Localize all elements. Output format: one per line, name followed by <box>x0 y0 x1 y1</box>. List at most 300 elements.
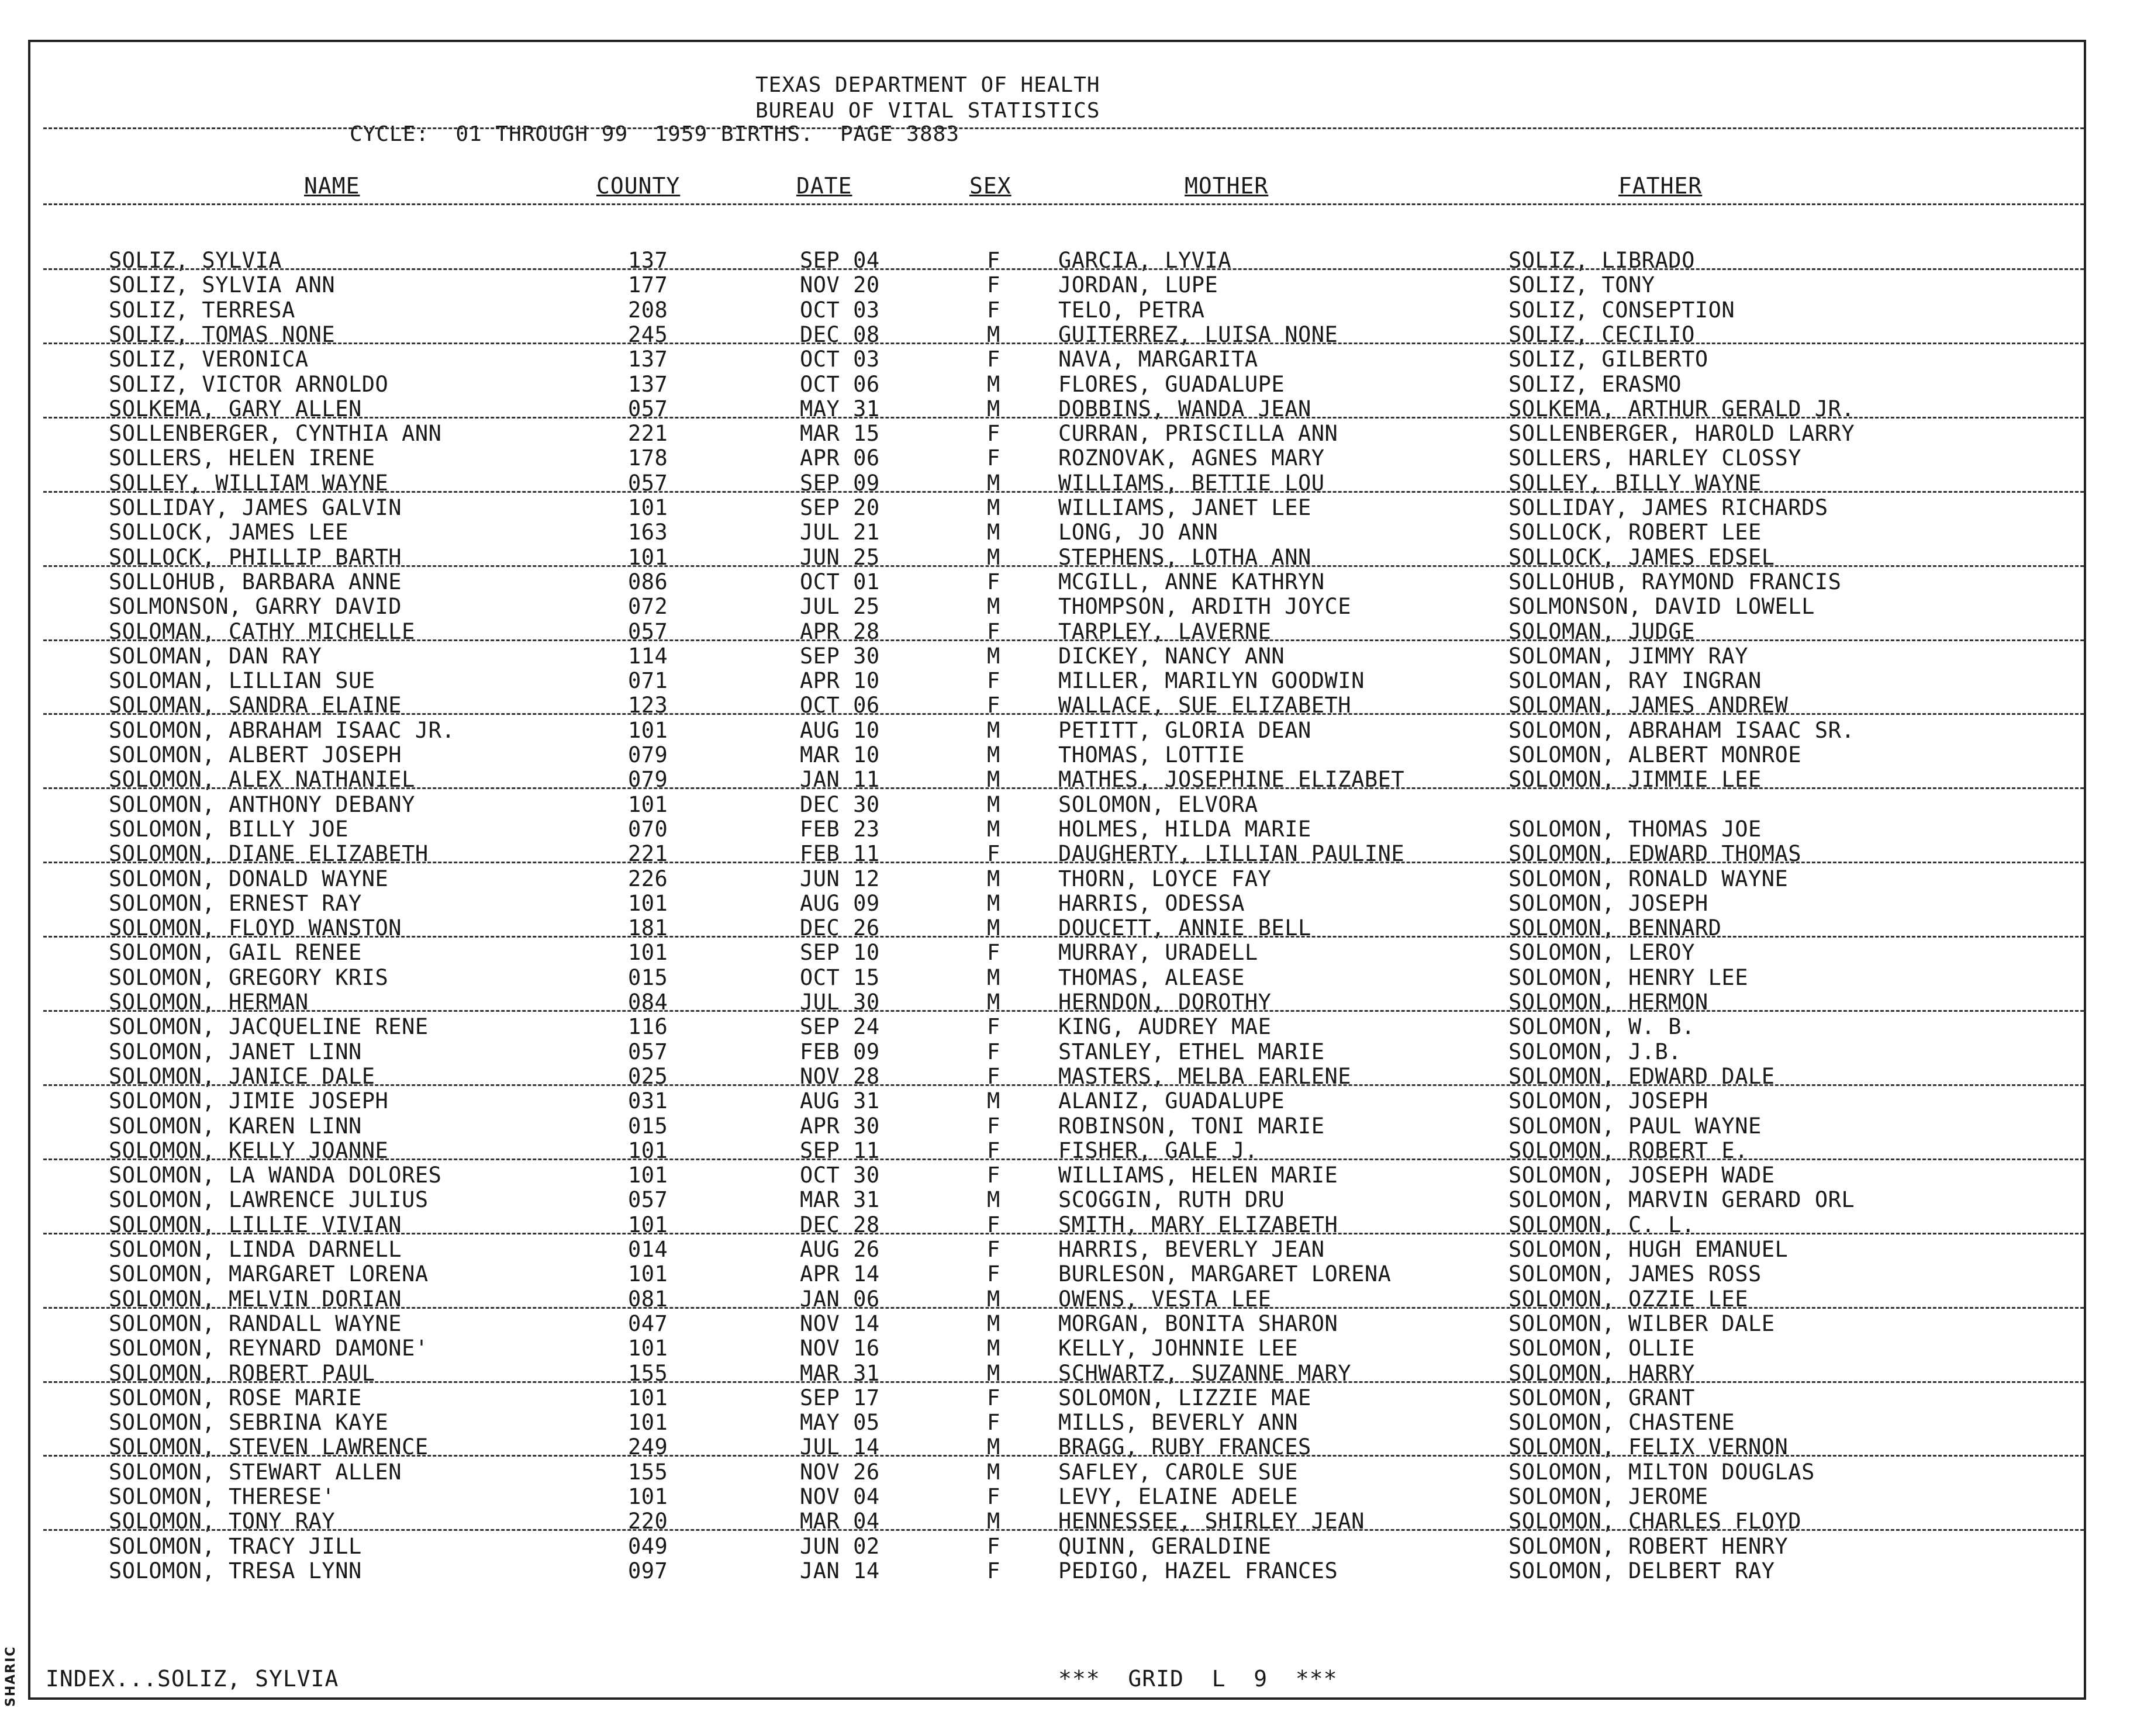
record-date: JUN 12 <box>800 866 880 891</box>
record-date: JUL 14 <box>800 1434 880 1460</box>
record-father: SOLOMON, CHARLES FLOYD <box>1508 1509 1802 1534</box>
record-county: 101 <box>628 495 668 520</box>
cycle-line: CYCLE: 01 THROUGH 99 1959 BIRTHS. PAGE 3883 <box>350 122 959 146</box>
record-county: 057 <box>628 470 668 496</box>
record-name: SOLOMON, GREGORY KRIS <box>109 964 389 990</box>
record-name: SOLOMON, KELLY JOANNE <box>109 1137 389 1163</box>
list-item <box>0 248 2137 273</box>
record-date: DEC 30 <box>800 791 880 817</box>
list-item <box>0 421 2137 446</box>
record-name: SOLOMON, SEBRINA KAYE <box>109 1410 389 1436</box>
list-item <box>0 347 2137 372</box>
record-sex: F <box>987 1113 1000 1139</box>
list-item <box>0 644 2137 669</box>
record-name: SOLOMON, LA WANDA DOLORES <box>109 1163 442 1188</box>
record-name: SOLOMAN, SANDRA ELAINE <box>109 693 402 718</box>
record-sex: F <box>987 618 1000 644</box>
record-father: SOLOMON, WILBER DALE <box>1508 1310 1775 1336</box>
record-mother: DOUCETT, ANNIE BELL <box>1058 915 1311 941</box>
record-name: SOLOMON, JANICE DALE <box>109 1063 375 1089</box>
record-name: SOLLOCK, JAMES LEE <box>109 520 348 545</box>
record-mother: FISHER, GALE J. <box>1058 1137 1258 1163</box>
record-sex: M <box>987 1509 1000 1534</box>
record-name: SOLOMON, MARGARET LORENA <box>109 1261 429 1287</box>
record-date: JUN 02 <box>800 1533 880 1559</box>
record-name: SOLOMON, KAREN LINN <box>109 1113 362 1139</box>
record-county: 101 <box>628 1385 668 1410</box>
record-name: SOLOMON, STEVEN LAWRENCE <box>109 1434 429 1460</box>
list-item <box>0 620 2137 644</box>
record-mother: HARRIS, ODESSA <box>1058 890 1245 916</box>
record-county: 031 <box>628 1088 668 1114</box>
record-mother: HENNESSEE, SHIRLEY JEAN <box>1058 1509 1365 1534</box>
record-date: SEP 17 <box>800 1385 880 1410</box>
record-county: 057 <box>628 1187 668 1213</box>
record-name: SOLOMON, TONY RAY <box>109 1509 336 1534</box>
record-date: MAY 05 <box>800 1410 880 1436</box>
record-sex: F <box>987 1237 1000 1262</box>
list-item <box>0 990 2137 1015</box>
list-item <box>0 1089 2137 1113</box>
record-date: SEP 20 <box>800 495 880 520</box>
record-date: JAN 11 <box>800 767 880 793</box>
record-sex: M <box>987 1434 1000 1460</box>
record-father: SOLOMON, ROBERT E. <box>1508 1137 1748 1163</box>
record-mother: SAFLEY, CAROLE SUE <box>1058 1459 1298 1485</box>
record-mother: HARRIS, BEVERLY JEAN <box>1058 1237 1325 1262</box>
record-father: SOLOMON, JIMMIE LEE <box>1508 767 1762 793</box>
record-sex: M <box>987 594 1000 620</box>
record-date: MAR 10 <box>800 742 880 767</box>
record-mother: THOMPSON, ARDITH JOYCE <box>1058 594 1352 620</box>
record-date: NOV 26 <box>800 1459 880 1485</box>
list-item <box>0 1064 2137 1089</box>
record-father: SOLLERS, HARLEY CLOSSY <box>1508 445 1802 471</box>
record-sex: M <box>987 1088 1000 1114</box>
record-father: SOLLOHUB, RAYMOND FRANCIS <box>1508 569 1842 594</box>
column-header-date: DATE <box>796 173 852 199</box>
record-mother: WALLACE, SUE ELIZABETH <box>1058 693 1352 718</box>
record-sex: M <box>987 470 1000 496</box>
record-county: 079 <box>628 742 668 767</box>
list-item <box>0 793 2137 817</box>
record-mother: FLORES, GUADALUPE <box>1058 371 1285 397</box>
record-county: 081 <box>628 1286 668 1312</box>
record-father: SOLLIDAY, JAMES RICHARDS <box>1508 495 1828 520</box>
record-name: SOLOMON, LAWRENCE JULIUS <box>109 1187 429 1213</box>
list-item <box>0 1460 2137 1485</box>
record-date: SEP 24 <box>800 1014 880 1040</box>
record-name: SOLOMON, LINDA DARNELL <box>109 1237 402 1262</box>
record-name: SOLOMON, ALBERT JOSEPH <box>109 742 402 767</box>
record-date: JUL 21 <box>800 520 880 545</box>
department-title: TEXAS DEPARTMENT OF HEALTH <box>755 73 1100 97</box>
record-date: APR 30 <box>800 1113 880 1139</box>
record-name: SOLLEY, WILLIAM WAYNE <box>109 470 389 496</box>
list-item <box>0 842 2137 866</box>
record-date: SEP 04 <box>800 248 880 273</box>
record-county: 123 <box>628 693 668 718</box>
record-county: 101 <box>628 1261 668 1287</box>
record-father: SOLOMON, ROBERT HENRY <box>1508 1533 1789 1559</box>
record-sex: F <box>987 1410 1000 1436</box>
list-item <box>0 273 2137 298</box>
record-county: 057 <box>628 618 668 644</box>
record-father: SOLOMON, JEROME <box>1508 1484 1708 1509</box>
record-sex: F <box>987 1385 1000 1410</box>
record-county: 178 <box>628 445 668 471</box>
list-item <box>0 1509 2137 1534</box>
record-sex: F <box>987 272 1000 298</box>
list-item <box>0 891 2137 916</box>
record-father: SOLOMON, HARRY <box>1508 1360 1695 1386</box>
list-item <box>0 1410 2137 1435</box>
record-name: SOLLIDAY, JAMES GALVIN <box>109 495 402 520</box>
record-father: SOLOMAN, JIMMY RAY <box>1508 643 1748 669</box>
record-date: AUG 10 <box>800 717 880 743</box>
record-name: SOLOMON, JACQUELINE RENE <box>109 1014 429 1040</box>
record-county: 101 <box>628 1484 668 1509</box>
record-date: SEP 30 <box>800 643 880 669</box>
list-item <box>0 1435 2137 1460</box>
record-mother: SOLOMON, LIZZIE MAE <box>1058 1385 1311 1410</box>
record-name: SOLOMON, ANTHONY DEBANY <box>109 791 415 817</box>
record-date: OCT 30 <box>800 1163 880 1188</box>
record-date: OCT 01 <box>800 569 880 594</box>
record-mother: HERNDON, DOROTHY <box>1058 990 1272 1015</box>
record-father: SOLOMON, JOSEPH <box>1508 890 1708 916</box>
record-sex: F <box>987 1484 1000 1509</box>
record-mother: MILLS, BEVERLY ANN <box>1058 1410 1298 1436</box>
record-sex: M <box>987 643 1000 669</box>
record-mother: LONG, JO ANN <box>1058 520 1218 545</box>
record-date: NOV 04 <box>800 1484 880 1509</box>
record-date: NOV 28 <box>800 1063 880 1089</box>
record-father: SOLOMON, JOSEPH WADE <box>1508 1163 1775 1188</box>
list-item <box>0 1534 2137 1559</box>
record-name: SOLIZ, TOMAS NONE <box>109 321 336 347</box>
record-mother: THOMAS, ALEASE <box>1058 964 1245 990</box>
list-item <box>0 323 2137 347</box>
list-item <box>0 1163 2137 1188</box>
record-date: OCT 03 <box>800 297 880 323</box>
record-sex: M <box>987 1187 1000 1213</box>
record-county: 226 <box>628 866 668 891</box>
list-item <box>0 1361 2137 1386</box>
record-sex: M <box>987 396 1000 421</box>
record-sex: M <box>987 717 1000 743</box>
column-header-mother: MOTHER <box>1185 173 1269 199</box>
record-mother: WILLIAMS, JANET LEE <box>1058 495 1311 520</box>
list-item <box>0 867 2137 891</box>
record-name: SOLOMON, FLOYD WANSTON <box>109 915 402 941</box>
record-county: 137 <box>628 347 668 372</box>
record-mother: SCHWARTZ, SUZANNE MARY <box>1058 1360 1352 1386</box>
list-item <box>0 446 2137 471</box>
record-name: SOLOMON, ALEX NATHANIEL <box>109 767 415 793</box>
record-mother: THOMAS, LOTTIE <box>1058 742 1245 767</box>
record-county: 155 <box>628 1459 668 1485</box>
record-sex: M <box>987 495 1000 520</box>
record-date: FEB 09 <box>800 1039 880 1064</box>
list-item <box>0 570 2137 594</box>
record-date: APR 28 <box>800 618 880 644</box>
header-divider-top <box>43 127 2084 129</box>
record-sex: F <box>987 1039 1000 1064</box>
record-father: SOLOMON, LEROY <box>1508 940 1695 966</box>
record-sex: F <box>987 1137 1000 1163</box>
record-name: SOLOMON, GAIL RENEE <box>109 940 362 966</box>
record-county: 181 <box>628 915 668 941</box>
record-father: SOLOMON, ALBERT MONROE <box>1508 742 1802 767</box>
list-item <box>0 1485 2137 1509</box>
record-date: OCT 15 <box>800 964 880 990</box>
record-name: SOLLOCK, PHILLIP BARTH <box>109 544 402 570</box>
record-date: NOV 16 <box>800 1336 880 1361</box>
record-sex: F <box>987 421 1000 447</box>
list-item <box>0 1336 2137 1361</box>
record-county: 249 <box>628 1434 668 1460</box>
record-date: NOV 14 <box>800 1310 880 1336</box>
record-date: JUL 25 <box>800 594 880 620</box>
record-date: APR 10 <box>800 668 880 694</box>
record-county: 079 <box>628 767 668 793</box>
list-item <box>0 669 2137 693</box>
record-mother: BRAGG, RUBY FRANCES <box>1058 1434 1311 1460</box>
record-county: 084 <box>628 990 668 1015</box>
record-sex: M <box>987 791 1000 817</box>
record-sex: F <box>987 940 1000 966</box>
record-date: APR 06 <box>800 445 880 471</box>
record-father: SOLMONSON, DAVID LOWELL <box>1508 594 1815 620</box>
record-mother: STEPHENS, LOTHA ANN <box>1058 544 1311 570</box>
record-county: 072 <box>628 594 668 620</box>
record-sex: F <box>987 1212 1000 1237</box>
record-mother: NAVA, MARGARITA <box>1058 347 1258 372</box>
record-sex: F <box>987 841 1000 867</box>
record-name: SOLIZ, VERONICA <box>109 347 309 372</box>
list-item <box>0 545 2137 570</box>
list-item <box>0 520 2137 545</box>
record-mother: DICKEY, NANCY ANN <box>1058 643 1285 669</box>
list-item <box>0 471 2137 496</box>
record-mother: MASTERS, MELBA EARLENE <box>1058 1063 1352 1089</box>
record-father: SOLOMON, EDWARD THOMAS <box>1508 841 1802 867</box>
record-county: 101 <box>628 890 668 916</box>
record-father: SOLIZ, LIBRADO <box>1508 248 1695 273</box>
record-mother: MCGILL, ANNE KATHRYN <box>1058 569 1325 594</box>
record-sex: F <box>987 693 1000 718</box>
list-item <box>0 1139 2137 1163</box>
record-sex: M <box>987 544 1000 570</box>
record-father: SOLOMON, CHASTENE <box>1508 1410 1735 1436</box>
record-mother: DAUGHERTY, LILLIAN PAULINE <box>1058 841 1405 867</box>
record-county: 245 <box>628 321 668 347</box>
record-father: SOLKEMA, ARTHUR GERALD JR. <box>1508 396 1855 421</box>
list-item <box>0 1262 2137 1287</box>
record-father: SOLOMON, OLLIE <box>1508 1336 1695 1361</box>
record-county: 025 <box>628 1063 668 1089</box>
list-item <box>0 767 2137 792</box>
record-sex: F <box>987 569 1000 594</box>
record-mother: HOLMES, HILDA MARIE <box>1058 816 1311 842</box>
record-date: JAN 06 <box>800 1286 880 1312</box>
record-date: AUG 09 <box>800 890 880 916</box>
record-sex: M <box>987 742 1000 767</box>
column-header-county: COUNTY <box>596 173 681 199</box>
record-date: MAR 31 <box>800 1360 880 1386</box>
record-county: 071 <box>628 668 668 694</box>
record-mother: TELO, PETRA <box>1058 297 1205 323</box>
record-county: 163 <box>628 520 668 545</box>
record-mother: LEVY, ELAINE ADELE <box>1058 1484 1298 1509</box>
record-date: SEP 10 <box>800 940 880 966</box>
column-header-sex: SEX <box>969 173 1011 199</box>
record-mother: DOBBINS, WANDA JEAN <box>1058 396 1311 421</box>
record-sex: F <box>987 445 1000 471</box>
record-county: 015 <box>628 964 668 990</box>
record-mother: OWENS, VESTA LEE <box>1058 1286 1272 1312</box>
record-father: SOLIZ, ERASMO <box>1508 371 1682 397</box>
record-mother: WILLIAMS, BETTIE LOU <box>1058 470 1325 496</box>
record-date: OCT 03 <box>800 347 880 372</box>
record-mother: SCOGGIN, RUTH DRU <box>1058 1187 1285 1213</box>
record-sex: M <box>987 371 1000 397</box>
record-county: 101 <box>628 1410 668 1436</box>
record-date: FEB 23 <box>800 816 880 842</box>
list-item <box>0 940 2137 965</box>
record-name: SOLOMAN, DAN RAY <box>109 643 322 669</box>
record-date: MAR 04 <box>800 1509 880 1534</box>
record-mother: TARPLEY, LAVERNE <box>1058 618 1272 644</box>
list-item <box>0 693 2137 718</box>
record-name: SOLKEMA, GARY ALLEN <box>109 396 362 421</box>
record-county: 070 <box>628 816 668 842</box>
record-father: SOLLEY, BILLY WAYNE <box>1508 470 1762 496</box>
record-name: SOLMONSON, GARRY DAVID <box>109 594 402 620</box>
bureau-title: BUREAU OF VITAL STATISTICS <box>755 99 1100 123</box>
record-father: SOLLENBERGER, HAROLD LARRY <box>1508 421 1855 447</box>
record-sex: M <box>987 990 1000 1015</box>
record-sex: F <box>987 248 1000 273</box>
record-county: 101 <box>628 940 668 966</box>
record-sex: M <box>987 767 1000 793</box>
record-father: SOLOMON, JAMES ROSS <box>1508 1261 1762 1287</box>
record-name: SOLOMON, JIMIE JOSEPH <box>109 1088 389 1114</box>
record-sex: M <box>987 1360 1000 1386</box>
record-father: SOLOMON, THOMAS JOE <box>1508 816 1762 842</box>
record-mother: MILLER, MARILYN GOODWIN <box>1058 668 1365 694</box>
record-mother: GUITERREZ, LUISA NONE <box>1058 321 1338 347</box>
record-date: MAR 31 <box>800 1187 880 1213</box>
record-sex: M <box>987 520 1000 545</box>
record-mother: KING, AUDREY MAE <box>1058 1014 1272 1040</box>
record-date: OCT 06 <box>800 693 880 718</box>
record-sex: M <box>987 321 1000 347</box>
record-sex: M <box>987 1310 1000 1336</box>
record-father: SOLOMON, PAUL WAYNE <box>1508 1113 1762 1139</box>
record-mother: ROZNOVAK, AGNES MARY <box>1058 445 1325 471</box>
record-county: 014 <box>628 1237 668 1262</box>
record-father: SOLOMON, HUGH EMANUEL <box>1508 1237 1789 1262</box>
record-name: SOLOMON, THERESE' <box>109 1484 336 1509</box>
record-county: 221 <box>628 421 668 447</box>
record-name: SOLOMON, BILLY JOE <box>109 816 348 842</box>
list-item <box>0 298 2137 323</box>
record-sex: F <box>987 297 1000 323</box>
record-sex: M <box>987 890 1000 916</box>
record-date: SEP 09 <box>800 470 880 496</box>
record-sex: M <box>987 866 1000 891</box>
record-county: 101 <box>628 1336 668 1361</box>
record-sex: F <box>987 1163 1000 1188</box>
record-name: SOLOMON, TRESA LYNN <box>109 1558 362 1583</box>
record-mother: CURRAN, PRISCILLA ANN <box>1058 421 1338 447</box>
list-item <box>0 1559 2137 1583</box>
record-father: SOLIZ, CECILIO <box>1508 321 1695 347</box>
record-name: SOLOMON, TRACY JILL <box>109 1533 362 1559</box>
record-father: SOLOMON, BENNARD <box>1508 915 1722 941</box>
record-mother: ALANIZ, GUADALUPE <box>1058 1088 1285 1114</box>
list-item <box>0 372 2137 397</box>
list-item <box>0 1188 2137 1212</box>
list-item <box>0 743 2137 767</box>
record-mother: MORGAN, BONITA SHARON <box>1058 1310 1338 1336</box>
record-sex: M <box>987 1336 1000 1361</box>
record-sex: M <box>987 915 1000 941</box>
record-father: SOLOMON, RONALD WAYNE <box>1508 866 1789 891</box>
record-name: SOLOMON, RANDALL WAYNE <box>109 1310 402 1336</box>
column-header-father: FATHER <box>1618 173 1703 199</box>
record-father: SOLOMON, MARVIN GERARD ORL <box>1508 1187 1855 1213</box>
list-item <box>0 817 2137 842</box>
footer-grid: *** GRID L 9 *** <box>1058 1666 1338 1692</box>
record-mother: MATHES, JOSEPHINE ELIZABET <box>1058 767 1405 793</box>
record-county: 086 <box>628 569 668 594</box>
record-county: 114 <box>628 643 668 669</box>
record-mother: JORDAN, LUPE <box>1058 272 1218 298</box>
record-mother: KELLY, JOHNNIE LEE <box>1058 1336 1298 1361</box>
list-item <box>0 1386 2137 1410</box>
list-item <box>0 1015 2137 1039</box>
record-father: SOLIZ, GILBERTO <box>1508 347 1708 372</box>
record-sex: M <box>987 1459 1000 1485</box>
record-sex: F <box>987 1014 1000 1040</box>
list-item <box>0 594 2137 619</box>
record-name: SOLOMON, ERNEST RAY <box>109 890 362 916</box>
record-county: 101 <box>628 717 668 743</box>
record-father: SOLOMON, HERMON <box>1508 990 1708 1015</box>
record-date: JAN 14 <box>800 1558 880 1583</box>
record-father: SOLOMAN, JUDGE <box>1508 618 1695 644</box>
record-name: SOLIZ, VICTOR ARNOLDO <box>109 371 389 397</box>
record-father: SOLOMON, JOSEPH <box>1508 1088 1708 1114</box>
record-county: 097 <box>628 1558 668 1583</box>
record-sex: M <box>987 816 1000 842</box>
record-date: DEC 28 <box>800 1212 880 1237</box>
record-county: 057 <box>628 1039 668 1064</box>
record-name: SOLOMON, STEWART ALLEN <box>109 1459 402 1485</box>
record-father: SOLOMON, W. B. <box>1508 1014 1695 1040</box>
record-sex: F <box>987 1533 1000 1559</box>
record-name: SOLOMON, ROBERT PAUL <box>109 1360 375 1386</box>
list-item <box>0 916 2137 940</box>
record-sex: F <box>987 1558 1000 1583</box>
record-name: SOLOMON, ABRAHAM ISAAC JR. <box>109 717 455 743</box>
record-name: SOLOMON, JANET LINN <box>109 1039 362 1064</box>
record-name: SOLOMON, MELVIN DORIAN <box>109 1286 402 1312</box>
record-father: SOLOMAN, JAMES ANDREW <box>1508 693 1789 718</box>
